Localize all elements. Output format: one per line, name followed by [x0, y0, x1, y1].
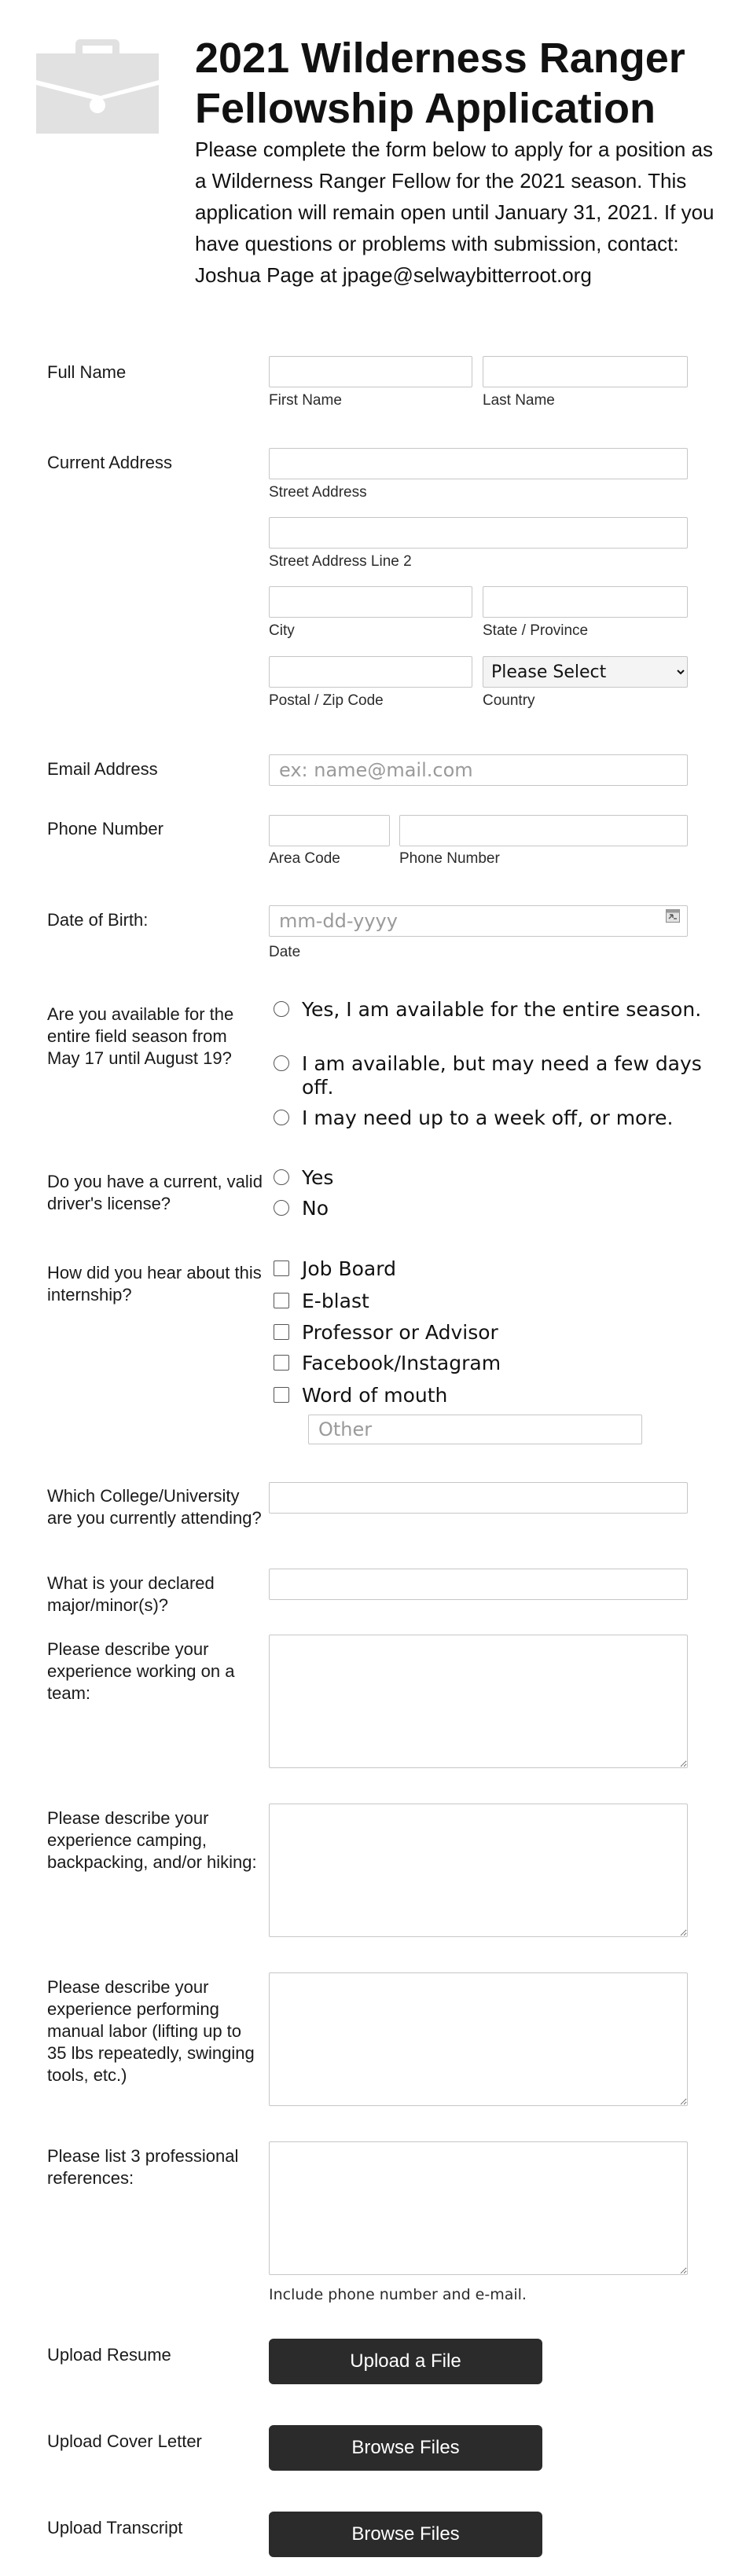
intro-text: Please complete the form below to apply for a position as a Wilderness Ranger Fellow for the 2021 season. This application will remain open until January 31, 2021. If you have questions or problems with submission, contact: Joshua Page at jpage@selwaybitterroot.org	[195, 138, 714, 287]
upload-cover-letter-label: Upload Cover Letter	[47, 2431, 202, 2451]
heard-option-eblast[interactable]	[274, 1290, 698, 1315]
zip-input[interactable]	[269, 656, 472, 688]
option-label: I may need up to a week off, or more.	[302, 1106, 674, 1129]
option-label: Facebook/Instagram	[302, 1352, 501, 1374]
dob-input[interactable]	[269, 905, 688, 937]
team-experience-textarea[interactable]	[269, 1635, 688, 1768]
college-input[interactable]	[269, 1482, 688, 1514]
references-helper-text: Include phone number and e-mail.	[269, 2286, 527, 2303]
labor-experience-textarea[interactable]	[269, 1972, 688, 2106]
college-label: Which College/University are you currently attending?	[47, 1486, 262, 1528]
major-input[interactable]	[269, 1569, 688, 1600]
radio-button[interactable]	[274, 1200, 289, 1216]
checkbox[interactable]	[274, 1355, 289, 1371]
dob-sublabel: Date	[269, 944, 301, 960]
phone-label: Phone Number	[47, 819, 163, 838]
email-label: Email Address	[47, 759, 158, 779]
radio-button[interactable]	[274, 1110, 289, 1125]
option-label: Yes, I am available for the entire season.	[302, 998, 702, 1021]
country-sublabel: Country	[483, 692, 535, 709]
briefcase-icon	[36, 36, 159, 134]
checkbox[interactable]	[274, 1387, 289, 1403]
major-label: What is your declared major/minor(s)?	[47, 1573, 215, 1615]
state-input[interactable]	[483, 586, 688, 618]
current-address-label: Current Address	[47, 453, 172, 472]
heard-option-job-board[interactable]	[274, 1257, 698, 1282]
city-input[interactable]	[269, 586, 472, 618]
option-label: Yes	[302, 1166, 334, 1189]
option-label: Job Board	[302, 1257, 396, 1280]
dob-label: Date of Birth:	[47, 910, 149, 930]
area-code-input[interactable]	[269, 815, 390, 846]
email-input[interactable]	[269, 754, 688, 786]
street-address-sublabel: Street Address	[269, 484, 367, 501]
page-title: 2021 Wilderness Ranger Fellowship Application	[195, 35, 685, 132]
availability-option-week-off[interactable]	[274, 1106, 698, 1132]
camping-experience-textarea[interactable]	[269, 1804, 688, 1937]
full-name-label: Full Name	[47, 362, 127, 382]
heard-option-word-of-mouth[interactable]	[274, 1384, 698, 1409]
option-label: E-blast	[302, 1290, 369, 1312]
last-name-sublabel: Last Name	[483, 392, 555, 409]
last-name-input[interactable]	[483, 356, 688, 387]
option-label: I am available, but may need a few days off.	[302, 1052, 702, 1099]
first-name-input[interactable]	[269, 356, 472, 387]
option-label: Word of mouth	[302, 1384, 448, 1407]
radio-button[interactable]	[274, 1169, 289, 1185]
checkbox[interactable]	[274, 1324, 289, 1340]
team-label: Please describe your experience working on a team:	[47, 1639, 235, 1703]
heard-other-input[interactable]	[308, 1415, 642, 1444]
city-sublabel: City	[269, 622, 295, 639]
phone-number-sublabel: Phone Number	[399, 850, 500, 867]
labor-label: Please describe your experience performing manual labor (lifting up to 35 lbs repeatedly, swinging tools, etc.)	[47, 1977, 255, 2085]
checkbox[interactable]	[274, 1293, 289, 1308]
street-address-line2-sublabel: Street Address Line 2	[269, 553, 412, 570]
availability-option-full[interactable]	[274, 998, 702, 1047]
license-option-yes[interactable]	[274, 1166, 698, 1191]
street-address-line2-input[interactable]	[269, 517, 688, 549]
area-code-sublabel: Area Code	[269, 850, 340, 867]
option-label: No	[302, 1197, 329, 1220]
option-label: Professor or Advisor	[302, 1321, 498, 1344]
radio-button[interactable]	[274, 1055, 289, 1071]
phone-number-input[interactable]	[399, 815, 688, 846]
license-label: Do you have a current, valid driver's license?	[47, 1172, 263, 1213]
country-select[interactable]	[483, 656, 688, 688]
heard-label: How did you hear about this internship?	[47, 1263, 262, 1305]
calendar-icon[interactable]	[666, 908, 680, 923]
state-sublabel: State / Province	[483, 622, 589, 639]
availability-label: Are you available for the entire field season from May 17 until August 19?	[47, 1004, 234, 1068]
upload-transcript-button[interactable]: Browse Files	[269, 2512, 542, 2557]
license-option-no[interactable]	[274, 1197, 698, 1222]
zip-sublabel: Postal / Zip Code	[269, 692, 384, 709]
heard-option-social[interactable]	[274, 1352, 698, 1377]
references-textarea[interactable]	[269, 2141, 688, 2275]
upload-cover-letter-button[interactable]: Browse Files	[269, 2425, 542, 2471]
availability-option-few-days[interactable]	[274, 1052, 702, 1101]
radio-button[interactable]	[274, 1001, 289, 1017]
references-label: Please list 3 professional references:	[47, 2146, 239, 2188]
first-name-sublabel: First Name	[269, 392, 342, 409]
upload-resume-label: Upload Resume	[47, 2345, 171, 2365]
upload-transcript-label: Upload Transcript	[47, 2518, 183, 2537]
upload-resume-button[interactable]: Upload a File	[269, 2339, 542, 2384]
street-address-input[interactable]	[269, 448, 688, 479]
heard-option-professor[interactable]	[274, 1321, 698, 1346]
camping-label: Please describe your experience camping, backpacking, and/or hiking:	[47, 1808, 257, 1872]
checkbox[interactable]	[274, 1260, 289, 1276]
